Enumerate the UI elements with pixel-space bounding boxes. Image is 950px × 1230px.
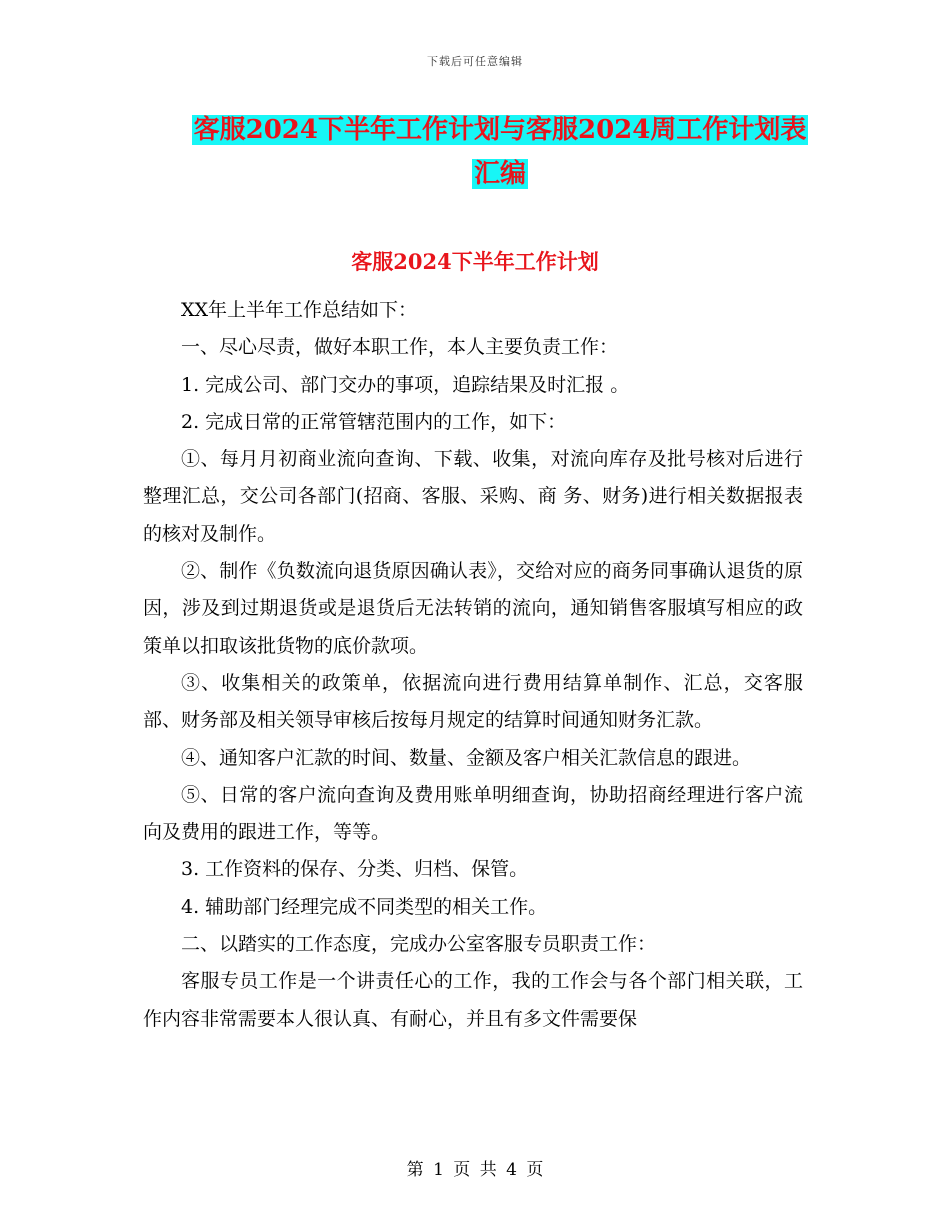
paragraph: ④、通知客户汇款的时间、数量、金额及客户相关汇款信息的跟进。 <box>181 746 752 769</box>
paragraph: 2. 完成日常的正常管辖范围内的工作，如下： <box>181 410 567 433</box>
paragraph: 4. 辅助部门经理完成不同类型的相关工作。 <box>181 895 548 918</box>
paragraph: 3. 工作资料的保存、分类、归档、保管。 <box>181 858 529 881</box>
document-title-line1: 客服2024下半年工作计划与客服2024周工作计划表 <box>193 115 807 145</box>
document-body <box>143 292 803 1038</box>
paragraph: XX年上半年工作总结如下： <box>181 299 418 321</box>
paragraph: 二、以踏实的工作态度，完成办公室客服专员职责工作： <box>181 933 657 956</box>
paragraph: ①、每月月初商业流向查询、下载、收集，对流向库存及批号核对后进行整理汇总，交公司各部门(招商、客服、采购、商 务、财务)进行相关数据报表的核对及制作。 <box>143 448 803 545</box>
document-title-line2: 汇编 <box>473 159 526 189</box>
document-title <box>140 108 860 196</box>
page-header-note: 下载后可任意编辑 <box>427 55 523 68</box>
paragraph: ③、收集相关的政策单，依据流向进行费用结算单制作、汇总，交客服部、财务部及相关领导审核后按每月规定的结算时间通知财务汇款。 <box>143 671 803 732</box>
paragraph: 1. 完成公司、部门交办的事项，追踪结果及时汇报 。 <box>181 373 630 396</box>
section-title: 客服2024下半年工作计划 <box>351 249 599 274</box>
paragraph: 一、尽心尽责，做好本职工作，本人主要负责工作： <box>181 336 619 359</box>
paragraph: ⑤、日常的客户流向查询及费用账单明细查询，协助招商经理进行客户流向及费用的跟进工作，等等。 <box>143 783 803 844</box>
page-number-footer: 第 1 页 共 4 页 <box>406 1160 544 1180</box>
paragraph: ②、制作《负数流向退货原因确认表》，交给对应的商务同事确认退货的原因，涉及到过期退货或是退货后无法转销的流向，通知销售客服填写相应的政策单以扣取该批货物的底价款项。 <box>143 560 803 657</box>
paragraph: 客服专员工作是一个讲责任心的工作，我的工作会与各个部门相关联，工作内容非常需要本人很认真、有耐心，并且有多文件需要保 <box>143 970 803 1030</box>
